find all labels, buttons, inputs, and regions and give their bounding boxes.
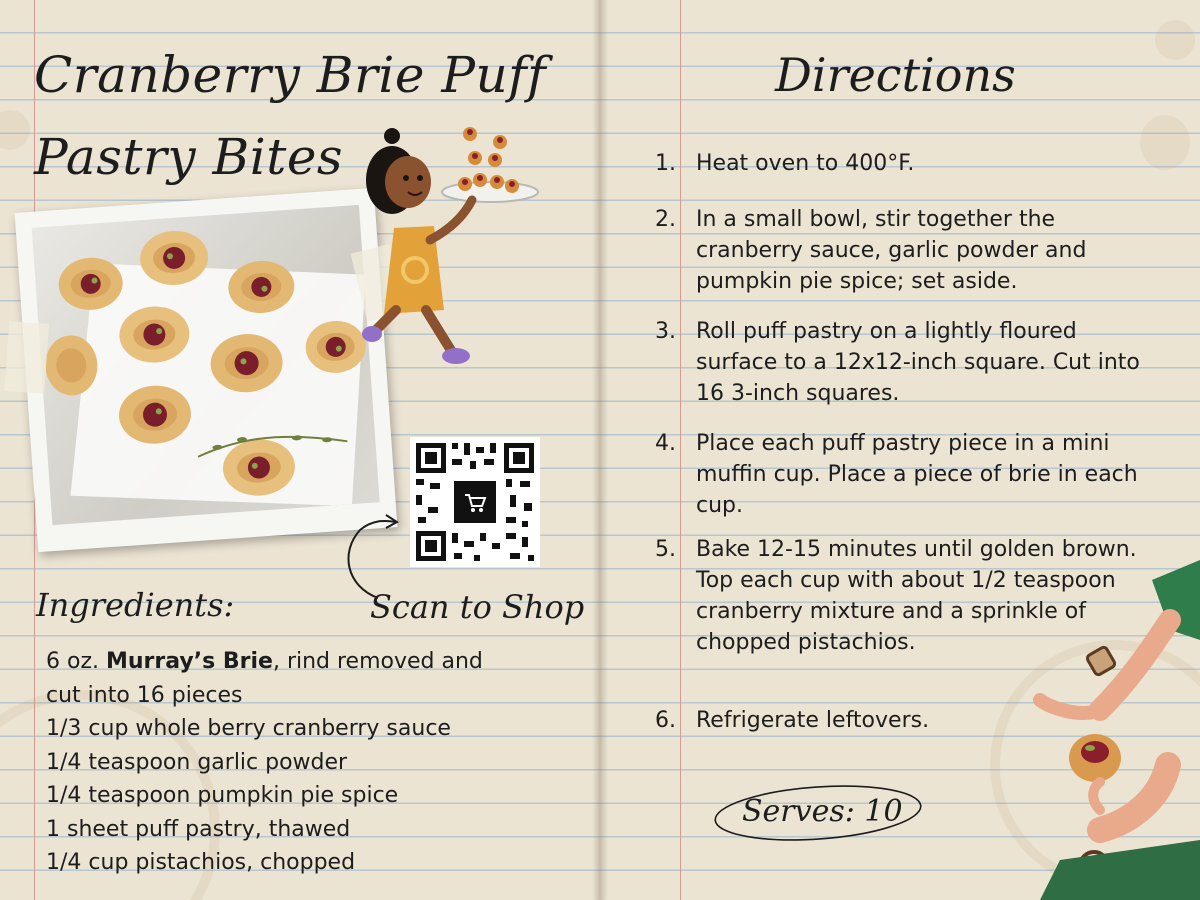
directions-heading: Directions	[775, 48, 1016, 102]
scan-to-shop-label: Scan to Shop	[370, 588, 585, 626]
ingredients-heading: Ingredients:	[36, 586, 235, 624]
tape-strip	[4, 321, 49, 394]
photo-image	[32, 205, 380, 525]
step-text: In a small bowl, stir together the cranberry sauce, garlic powder and pumpkin pie spice; set aside.	[696, 207, 1087, 294]
ingredient-item: cut into 16 pieces	[46, 682, 243, 708]
ingredient-item	[46, 645, 483, 679]
character-illustration	[360, 120, 540, 380]
step-text: Place each puff pastry piece in a mini muffin cup. Place a piece of brie in each cup.	[696, 431, 1138, 518]
step-number: 3.	[655, 319, 676, 344]
stain-blot	[0, 110, 30, 150]
stain-blot	[1155, 20, 1195, 60]
pastry-bites-image	[32, 205, 380, 525]
character-face	[385, 156, 431, 208]
ingredient-item: 1/4 cup pistachios, chopped	[46, 850, 356, 875]
serving-tray	[442, 182, 538, 202]
ingredient-amount: 6 oz.	[46, 649, 106, 674]
qr-code[interactable]	[410, 437, 540, 567]
step-text: Roll puff pastry on a lightly floured surface to a 12x12-inch square. Cut into 16 3-inch squares.	[696, 319, 1140, 406]
ingredients-list	[46, 645, 483, 880]
recipe-title: Cranberry Brie Puff Pastry Bites	[34, 46, 547, 186]
step-number: 5.	[655, 537, 676, 562]
step-number: 2.	[655, 207, 676, 232]
cart-icon	[462, 489, 488, 515]
step-number: 4.	[655, 431, 676, 456]
ingredient-item: 1 sheet puff pastry, thawed	[46, 816, 351, 842]
watch-icon	[1086, 646, 1116, 676]
step-number: 6.	[655, 708, 676, 733]
step-text: Bake 12-15 minutes until golden brown. Top each cup with about 1/2 teaspoon cranberry mixture and a sprinkle of chopped pistachios.	[696, 537, 1137, 655]
recipe-photo	[15, 188, 398, 552]
hands-illustration	[1020, 560, 1200, 900]
serves-count: Serves: 10	[742, 794, 903, 829]
ingredient-brand: Murray’s Brie	[105, 649, 273, 674]
ingredient-item: 1/4 teaspoon pumpkin pie spice	[46, 783, 399, 808]
pastry-bite	[1069, 734, 1121, 782]
step-text: Refrigerate leftovers.	[696, 708, 930, 733]
step-text: Heat oven to 400°F.	[696, 151, 915, 176]
ingredient-item: 1/4 teaspoon garlic powder	[46, 749, 348, 775]
ingredient-item: 1/3 cup whole berry cranberry sauce	[46, 716, 451, 741]
book-spine	[592, 0, 608, 900]
step-number: 1.	[655, 151, 676, 176]
ingredient-detail: , rind removed and	[272, 649, 483, 674]
